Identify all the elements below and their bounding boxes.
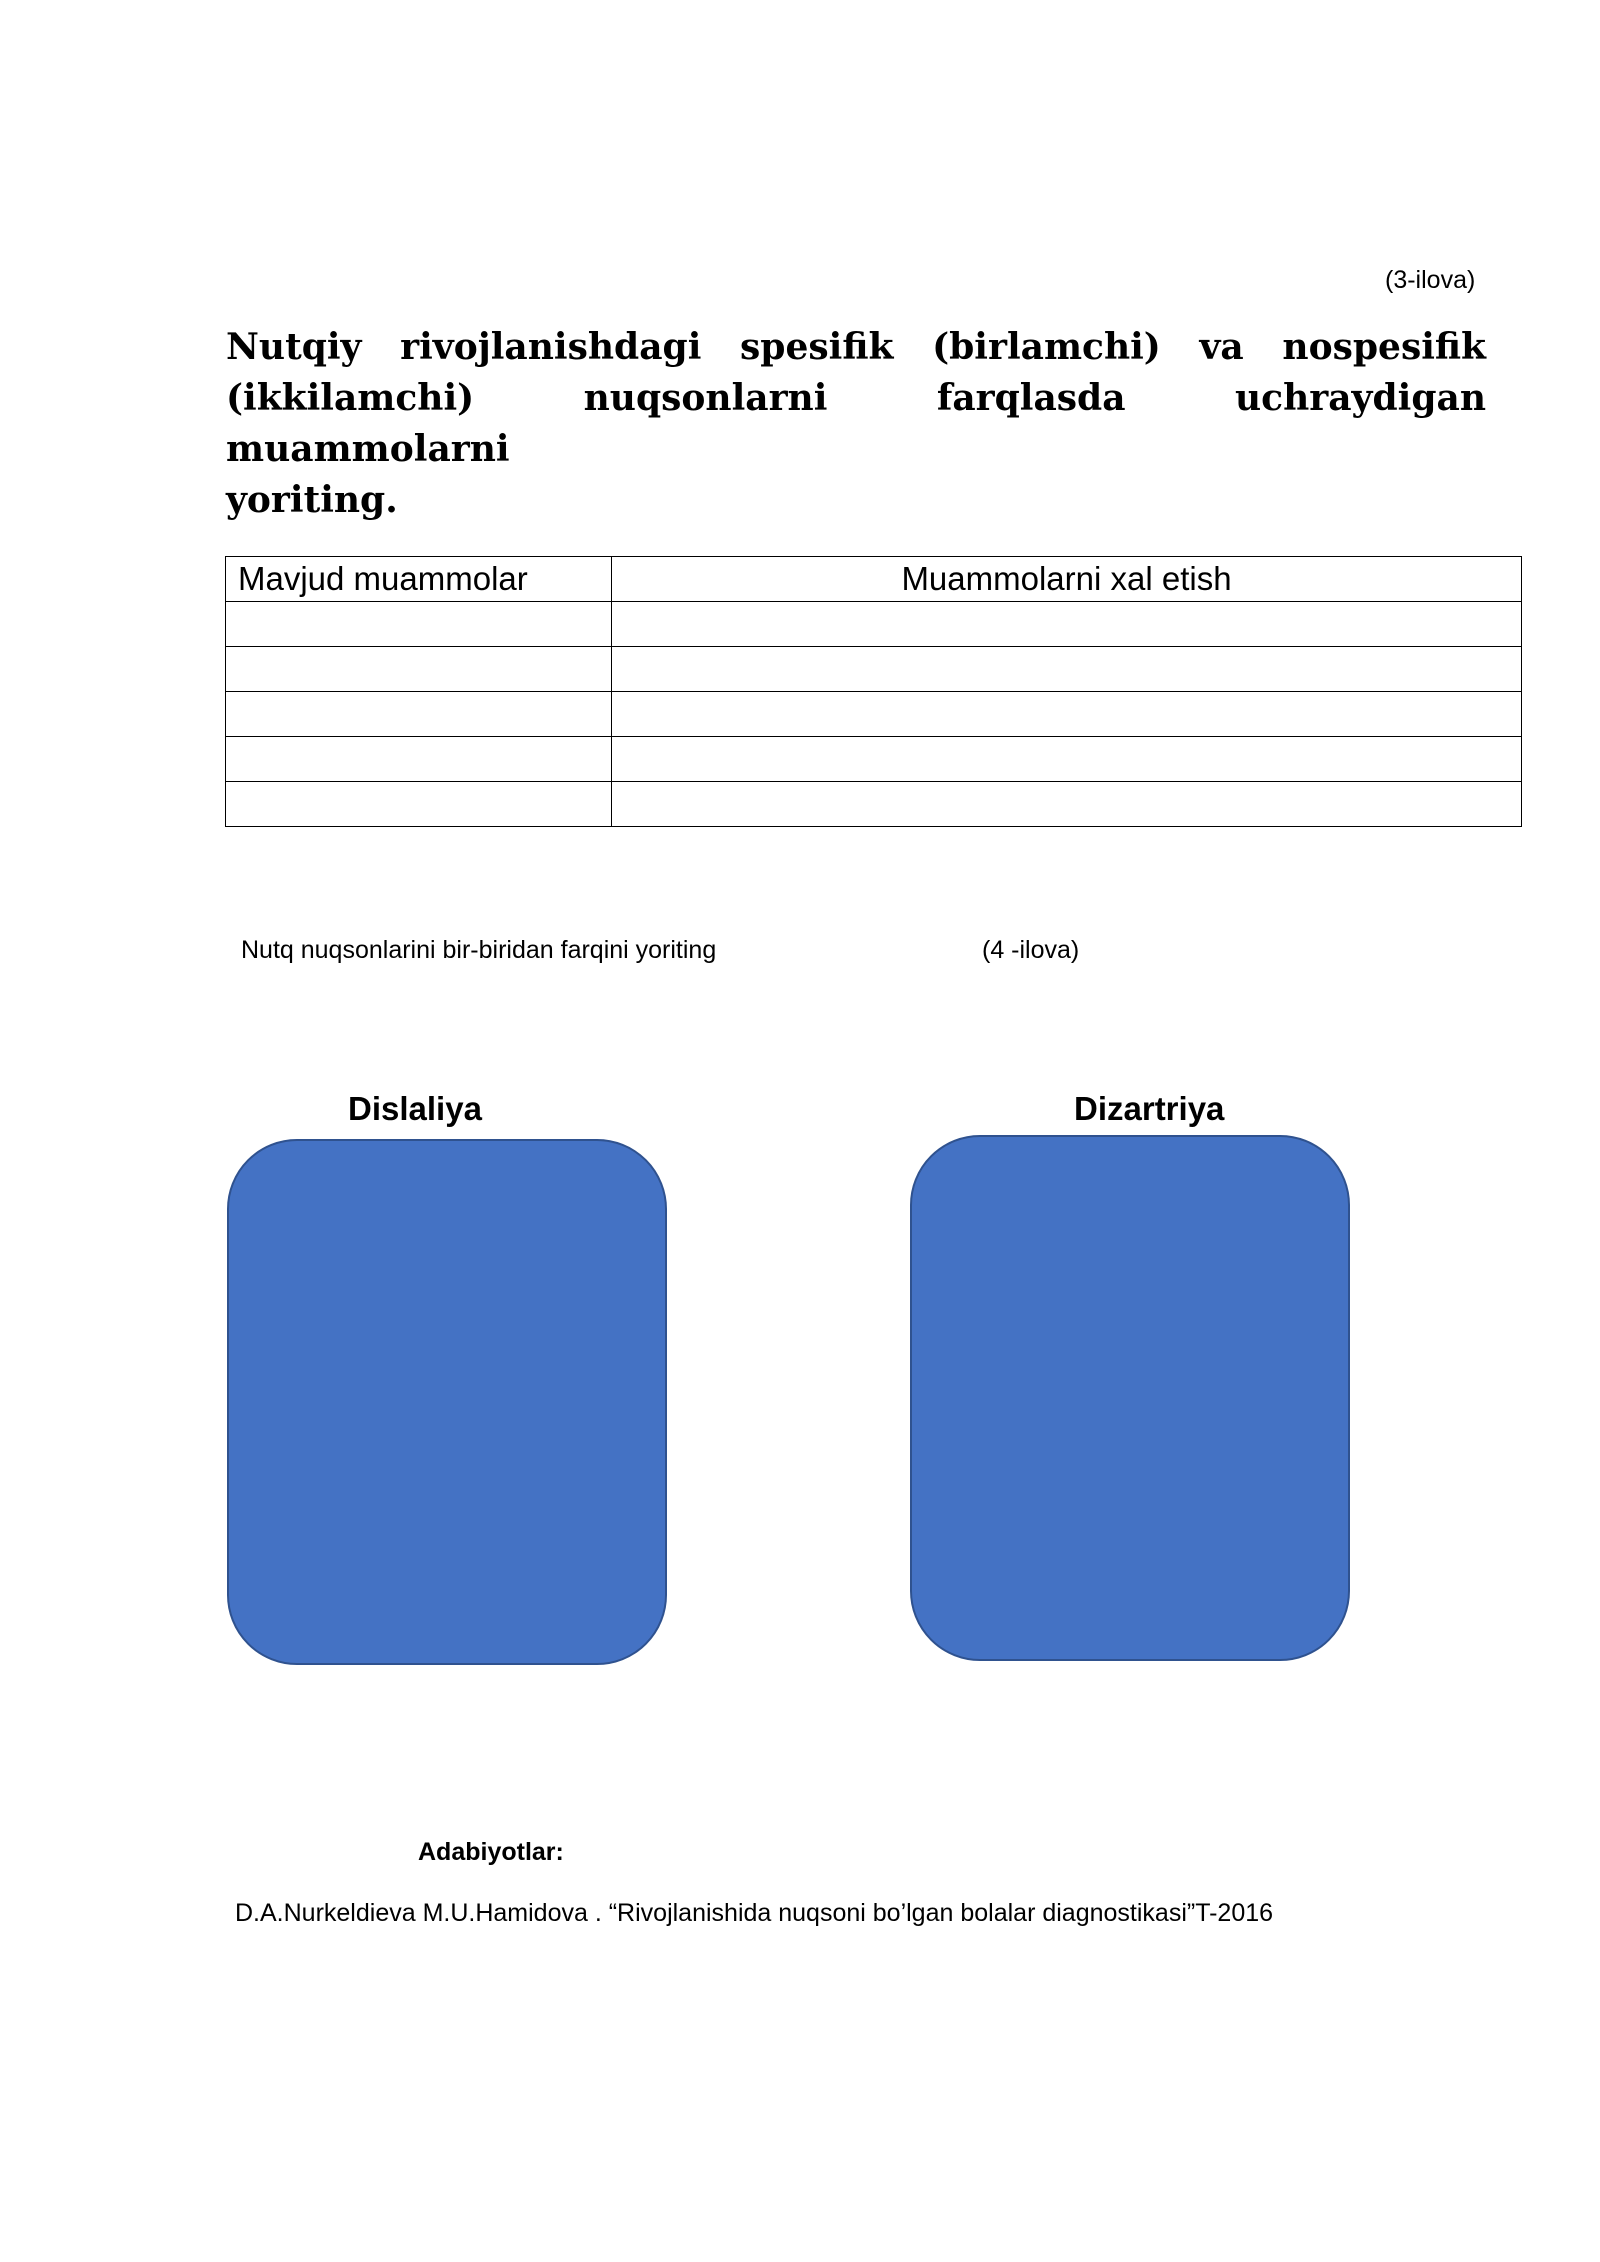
heading-line-3: yoriting.	[226, 479, 398, 521]
dislaliya-card[interactable]	[227, 1139, 667, 1665]
section-4-instruction: Nutq nuqsonlarini bir-biridan farqini yoriting	[241, 936, 717, 964]
table-cell[interactable]	[226, 602, 612, 647]
table-cell[interactable]	[612, 602, 1522, 647]
dizartriya-card[interactable]	[910, 1135, 1350, 1661]
table-row	[226, 647, 1522, 692]
table-cell[interactable]	[226, 647, 612, 692]
table-header-existing-problems: Mavjud muammolar	[226, 557, 612, 602]
card-title-dislaliya: Dislaliya	[348, 1090, 482, 1127]
appendix-4-label: (4 -ilova)	[982, 936, 1080, 964]
appendix-3-label: (3-ilova)	[1385, 266, 1476, 294]
table-row	[226, 737, 1522, 782]
page-heading	[226, 322, 1486, 526]
table-cell[interactable]	[226, 782, 612, 827]
table-row	[226, 692, 1522, 737]
card-title-dizartriya: Dizartriya	[1074, 1090, 1225, 1127]
table-cell[interactable]	[612, 692, 1522, 737]
table-header-row	[226, 557, 1522, 602]
table-cell[interactable]	[226, 737, 612, 782]
table-cell[interactable]	[612, 647, 1522, 692]
problems-table	[225, 556, 1522, 827]
reference-item: D.A.Nurkeldieva M.U.Hamidova . “Rivojlanishida nuqsoni bo’lgan bolalar diagnostikasi”T-2016	[235, 1899, 1274, 1927]
heading-line-1: Nutqiy rivojlanishdagi spesifik (birlamchi) va nospesifik	[226, 326, 1486, 368]
table-cell[interactable]	[612, 782, 1522, 827]
heading-line-2: (ikkilamchi) nuqsonlarni farqlasda uchraydigan muammolarni	[226, 377, 1486, 470]
table-header-solutions: Muammolarni xal etish	[612, 557, 1522, 602]
table-cell[interactable]	[226, 692, 612, 737]
table-cell[interactable]	[612, 737, 1522, 782]
table-row	[226, 602, 1522, 647]
table-row	[226, 782, 1522, 827]
references-title: Adabiyotlar:	[418, 1838, 564, 1866]
